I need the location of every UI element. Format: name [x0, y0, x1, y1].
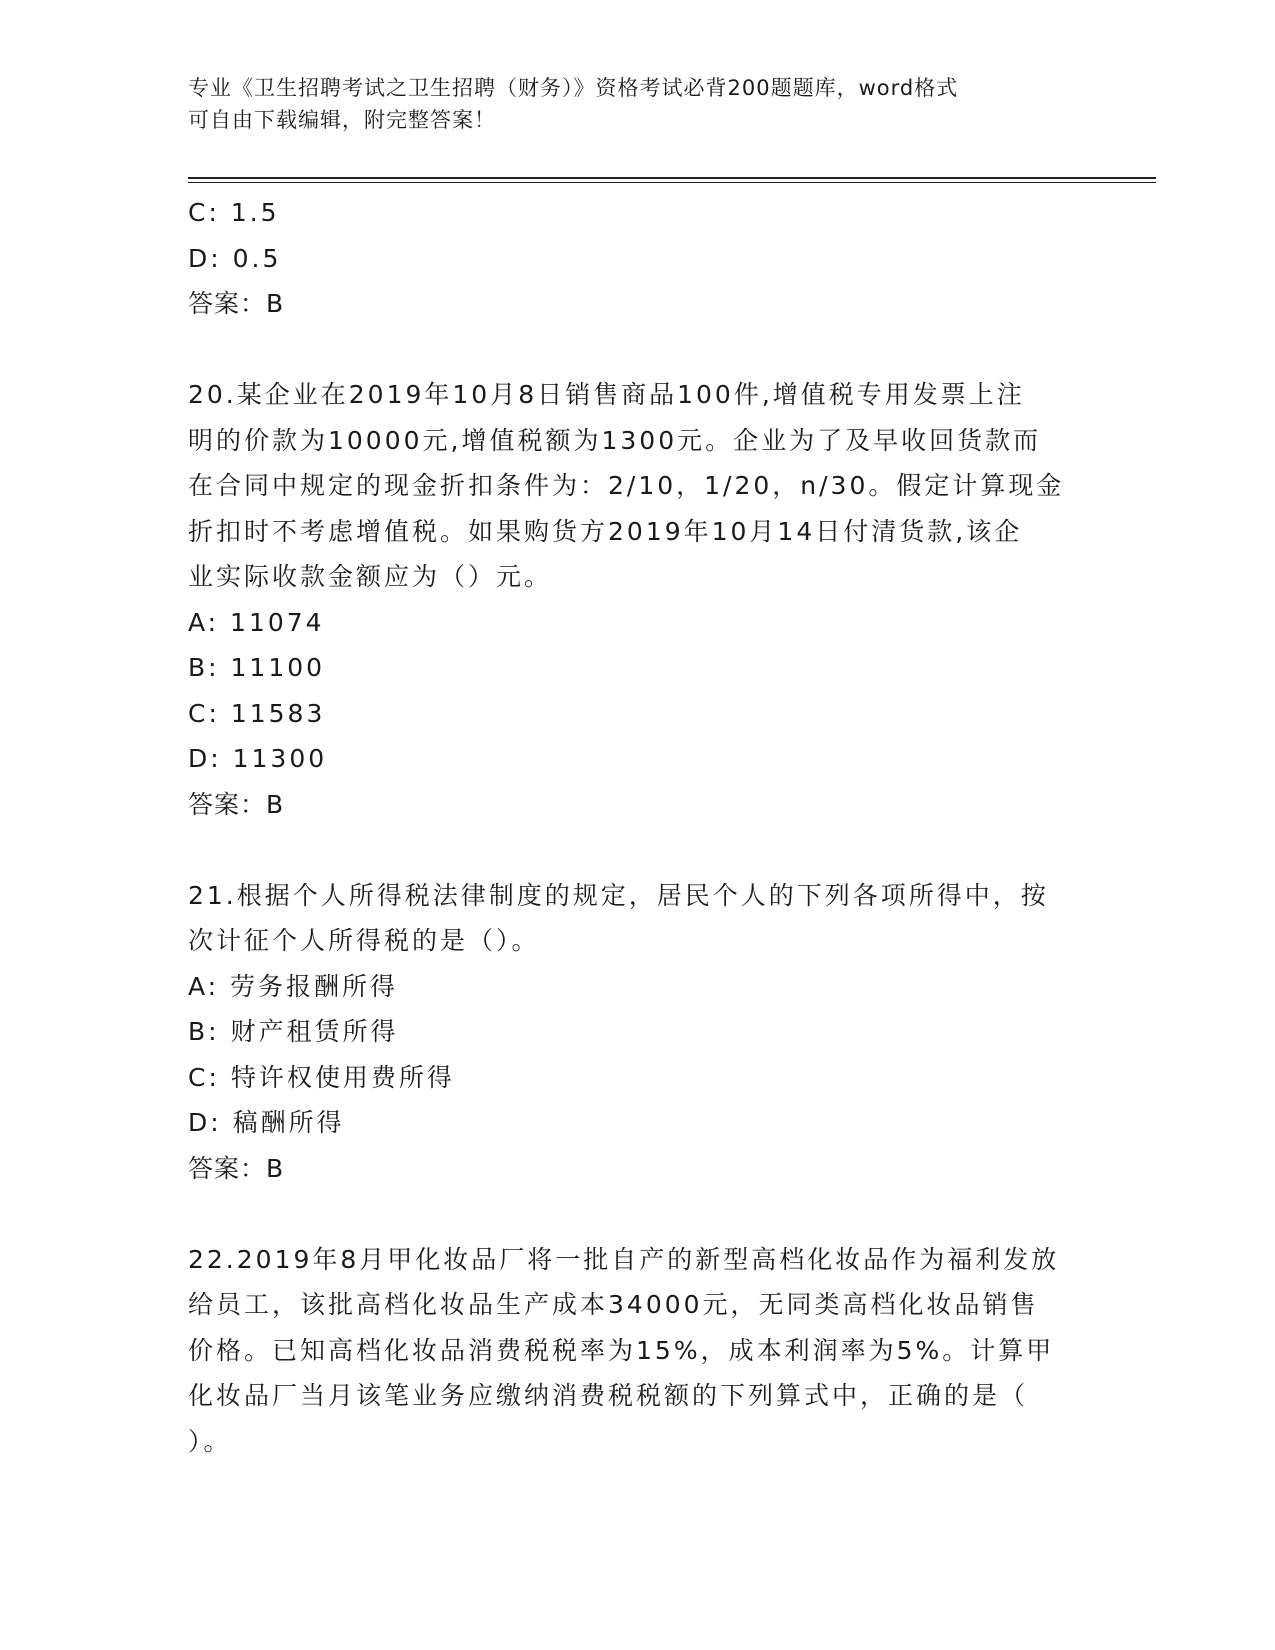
spacer — [188, 1191, 1088, 1237]
question-text-line: 21.根据个人所得税法律制度的规定，居民个人的下列各项所得中，按 — [188, 880, 1049, 910]
question-text-line: 化妆品厂当月该笔业务应缴纳消费税税额的下列算式中，正确的是（ — [188, 1381, 1029, 1410]
option-d: D: 稿酬所得 — [188, 1108, 345, 1137]
spacer — [188, 827, 1088, 873]
question-text-line: 在合同中规定的现金折扣条件为：2/10，1/20，n/30。假定计算现金 — [188, 471, 1065, 500]
header-line-2: 可自由下载编辑，附完整答案！ — [188, 108, 496, 132]
option-a: A: 11074 — [188, 607, 325, 637]
answer: 答案：B — [188, 1153, 285, 1183]
spacer — [188, 327, 1088, 373]
question-text-line: 22.2019年8月甲化妆品厂将一批自产的新型高档化妆品作为福利发放 — [188, 1244, 1060, 1274]
option-c: C: 特许权使用费所得 — [188, 1062, 455, 1092]
question-text-line: 20.某企业在2019年10月8日销售商品100件,增值税专用发票上注 — [188, 380, 1025, 409]
option-d: D: 11300 — [188, 744, 328, 773]
question-list — [188, 190, 1088, 1464]
question-text-line: 价格。已知高档化妆品消费税税率为15%，成本利润率为5%。计算甲 — [188, 1335, 1055, 1365]
option-b: B: 财产租赁所得 — [188, 1017, 399, 1046]
question-text-line: 给员工，该批高档化妆品生产成本34000元，无同类高档化妆品销售 — [188, 1290, 1039, 1319]
question-21 — [188, 873, 1088, 1192]
option-a: A: 劳务报酬所得 — [188, 971, 399, 1001]
header-divider — [188, 177, 1156, 179]
question-19 — [188, 190, 1088, 327]
question-text-line: 次计征个人所得税的是（）。 — [188, 926, 540, 955]
question-text-line: 明的价款为10000元,增值税额为1300元。企业为了及早收回货款而 — [188, 425, 1042, 455]
option-d: D: 0.5 — [188, 243, 282, 273]
option-c: C: 11583 — [188, 698, 326, 728]
question-22 — [188, 1237, 1088, 1465]
question-text-line: 折扣时不考虑增值税。如果购货方2019年10月14日付清货款,该企 — [188, 516, 1023, 546]
question-20 — [188, 372, 1088, 827]
question-text-line: 业实际收款金额应为（）元。 — [188, 562, 553, 591]
answer: 答案：B — [188, 789, 285, 819]
option-b: B: 11100 — [188, 653, 326, 682]
question-text-line: ）。 — [188, 1426, 232, 1456]
option-c: C: 1.5 — [188, 198, 280, 227]
answer: 答案：B — [188, 289, 285, 318]
header-divider-thin — [188, 182, 1156, 183]
document-header — [188, 72, 1088, 136]
header-line-1: 专业《卫生招聘考试之卫生招聘（财务）》资格考试必背200题题库，word格式 — [188, 76, 959, 100]
